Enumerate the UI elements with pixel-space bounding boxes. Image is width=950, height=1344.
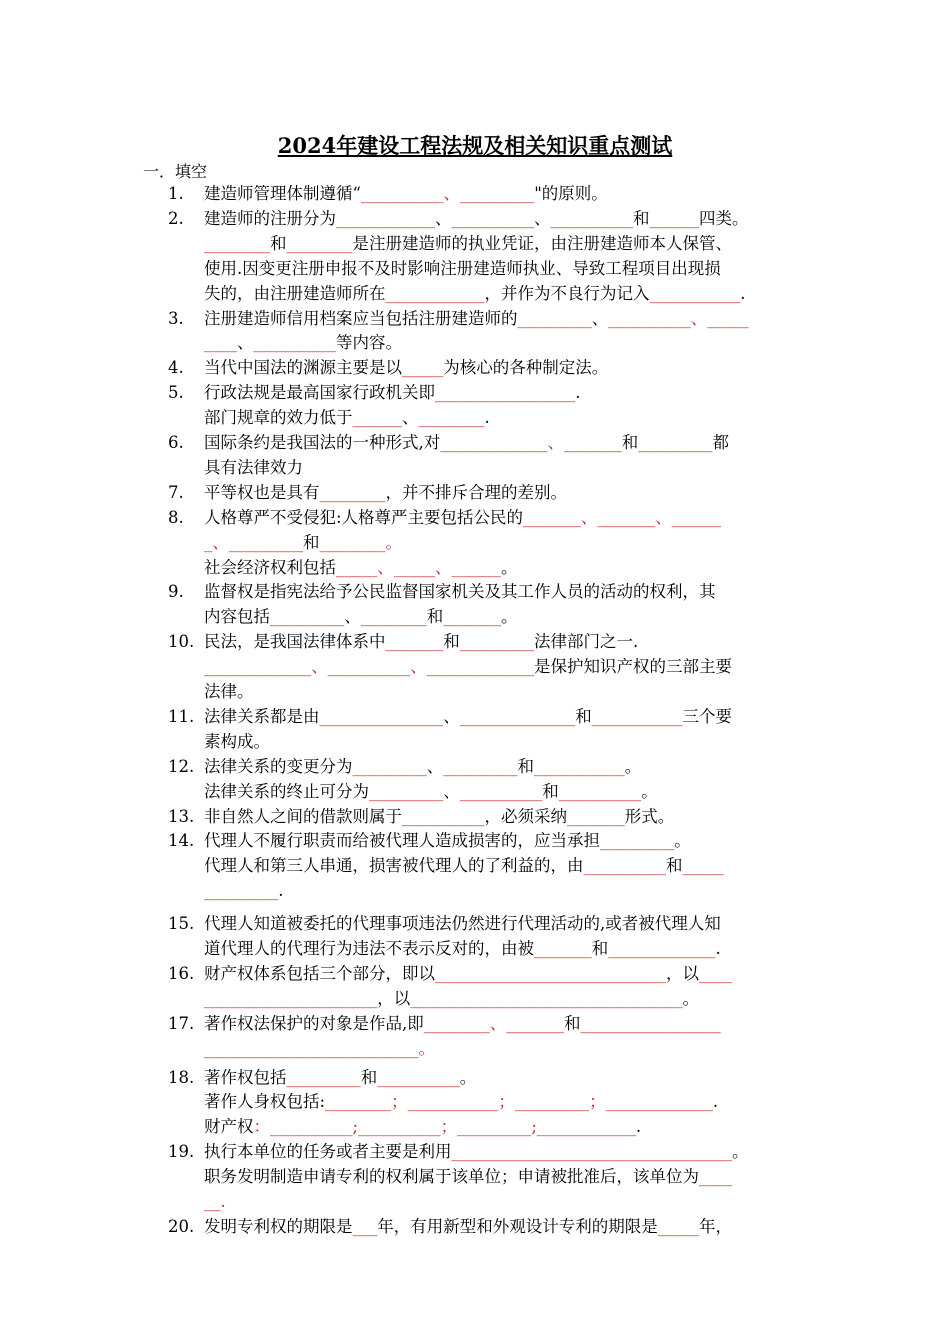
answer-blank[interactable]: ____	[204, 333, 237, 353]
question-text: 、	[534, 208, 551, 228]
question-text: 、	[443, 706, 460, 726]
question-number: 15.	[168, 914, 195, 934]
question-text: 著作权法保护的对象是作品,即	[204, 1013, 424, 1033]
question-line	[204, 481, 567, 505]
answer-blank[interactable]: ______________	[459, 706, 576, 726]
question-line	[204, 755, 641, 779]
question-line	[204, 854, 724, 878]
question-text: 代理人不履行职责而给被代理人造成损害的，应当承担	[204, 831, 600, 851]
question-text: 当代中国法的渊源主要是以	[204, 358, 402, 378]
answer-blank[interactable]: 、	[377, 557, 394, 577]
question-text: 和	[303, 532, 320, 552]
question-text: 。	[501, 557, 518, 577]
question-text: 年，有用新型和外观设计专利的期限是	[377, 1216, 658, 1236]
question-number: 3.	[168, 308, 184, 328]
answer-blank[interactable]: _______	[385, 632, 444, 652]
answer-blank[interactable]: _______	[443, 607, 501, 627]
answer-blank[interactable]: __________	[358, 1117, 441, 1137]
question-number: 2.	[168, 208, 184, 228]
question-line	[204, 506, 721, 530]
answer-blank[interactable]: _________	[517, 308, 592, 328]
answer-blank[interactable]: ______	[649, 208, 699, 228]
question-text: 和	[621, 433, 639, 452]
question-text: 法律关系的终止可分为	[204, 781, 369, 801]
answer-blank[interactable]: ______	[671, 507, 722, 527]
question-text: 法律关系的变更分为	[204, 756, 353, 776]
answer-blank[interactable]: _______	[567, 806, 625, 826]
answer-blank[interactable]: _________	[459, 184, 535, 203]
question-text: 著作权包括	[204, 1067, 287, 1087]
question-text: .	[484, 408, 490, 428]
answer-blank[interactable]: _________________	[580, 1013, 721, 1033]
question-line	[204, 1012, 721, 1036]
answer-blank[interactable]: __________	[270, 1117, 353, 1137]
question-line	[204, 829, 691, 853]
question-text: 代理人知道被委托的代理事项违法仍然进行代理活动的,或者被代理人知	[204, 914, 721, 934]
answer-blank[interactable]: _______	[534, 939, 592, 958]
answer-blank[interactable]: _____________	[608, 939, 716, 958]
answer-blank[interactable]: ____________	[385, 283, 485, 303]
answer-blank[interactable]: _____________	[426, 657, 534, 677]
answer-blank[interactable]: ;	[531, 1117, 537, 1137]
question-text: 使用.因变更注册申报不及时影响注册建造师执业、导致工程项目出现损	[204, 258, 721, 278]
question-line	[204, 879, 284, 903]
question-text: .	[715, 939, 721, 958]
question-text: 、	[402, 408, 419, 428]
question-text: .	[635, 1117, 642, 1137]
question-number: 11.	[168, 706, 195, 726]
question-line	[204, 630, 638, 654]
question-line	[204, 1066, 476, 1090]
answer-blank[interactable]: __________________________________	[451, 1142, 732, 1162]
answer-blank[interactable]: ___________	[649, 283, 741, 303]
question-line	[204, 307, 749, 331]
answer-blank[interactable]: _______________	[319, 706, 444, 726]
question-text: .	[712, 1092, 719, 1112]
answer-blank[interactable]: _________	[457, 1117, 532, 1137]
question-line	[204, 780, 658, 804]
answer-blank[interactable]: __________	[459, 781, 543, 801]
question-text: 。	[682, 988, 699, 1008]
question-text: 、	[443, 781, 460, 801]
question-text: 和	[443, 632, 460, 652]
answer-blank[interactable]: ：	[253, 1117, 270, 1137]
question-line	[204, 381, 581, 405]
question-text: 平等权也是具有	[204, 482, 320, 502]
question-text: 道代理人的代理行为违法不表示反对的，由被	[204, 939, 534, 958]
question-text: ，并不排斥合理的差别。	[385, 482, 567, 502]
question-text: 执行本单位的任务或者主要是利用	[204, 1142, 452, 1162]
answer-blank[interactable]: __	[204, 1192, 221, 1211]
question-number: 13.	[168, 806, 195, 826]
answer-blank[interactable]: 、	[443, 184, 460, 203]
question-line	[204, 207, 749, 231]
answer-blank[interactable]: ___	[352, 1216, 378, 1236]
answer-blank[interactable]: __________	[402, 806, 485, 826]
answer-blank[interactable]: _________	[514, 1092, 590, 1112]
question-text: 和	[360, 1067, 378, 1087]
question-text: 。	[501, 607, 518, 627]
question-line	[204, 962, 732, 986]
question-text: 发明专利权的期限是	[204, 1216, 353, 1236]
question-text: 和	[575, 706, 592, 726]
answer-blank[interactable]: _________	[369, 781, 444, 801]
answer-blank[interactable]: ________	[319, 532, 386, 552]
question-line	[204, 937, 721, 961]
answer-blank[interactable]: ________	[286, 233, 353, 253]
answer-blank[interactable]: _____	[336, 557, 378, 577]
answer-blank[interactable]: 、	[212, 532, 229, 552]
question-text: 。	[732, 1142, 749, 1162]
question-line	[204, 605, 518, 629]
answer-blank[interactable]: ________	[325, 1092, 392, 1112]
answer-blank[interactable]: ___________	[534, 756, 625, 776]
question-line	[204, 1090, 718, 1114]
question-number: 17.	[168, 1013, 195, 1033]
answer-blank[interactable]: 、	[655, 507, 672, 527]
question-text: 四类。	[699, 208, 749, 228]
question-line	[204, 356, 608, 380]
answer-blank[interactable]: _____	[707, 308, 749, 328]
question-text: 社会经济权利包括	[204, 557, 336, 577]
question-text: 民法，是我国法律体系中	[204, 632, 386, 652]
question-line	[204, 331, 402, 355]
answer-blank[interactable]: _______	[523, 507, 581, 527]
question-text: 和	[564, 1013, 581, 1033]
question-text: 。	[641, 781, 658, 801]
answer-blank[interactable]: _____	[682, 856, 724, 876]
question-line	[204, 705, 732, 729]
answer-blank[interactable]: 。	[418, 1038, 435, 1058]
answer-blank[interactable]: _____	[657, 1216, 699, 1236]
question-text: 和	[633, 208, 650, 228]
question-line	[204, 1215, 732, 1239]
answer-blank[interactable]: ______	[352, 408, 402, 428]
answer-blank[interactable]: _________	[270, 607, 345, 627]
question-text: "的原则。	[534, 184, 608, 203]
question-text: ，必须采纳	[484, 806, 567, 826]
question-number: 20.	[168, 1216, 195, 1236]
answer-blank[interactable]: ___________	[591, 706, 683, 726]
answer-blank[interactable]: ；	[440, 1117, 458, 1137]
answer-blank[interactable]: ___________	[407, 1092, 499, 1112]
question-text: 监督权是指宪法给予公民监督国家机关及其工作人员的活动的权利，其	[204, 582, 716, 602]
answer-blank[interactable]: ________	[418, 408, 485, 428]
question-line	[204, 1037, 435, 1061]
question-text: 注册建造师信用档案应当包括注册建造师的	[204, 308, 518, 328]
answer-blank[interactable]: _________________________________	[410, 988, 683, 1008]
question-text: 和	[666, 856, 683, 876]
answer-blank[interactable]: 、	[489, 1013, 507, 1033]
question-text: 财产权	[204, 1117, 254, 1137]
question-line	[204, 805, 674, 829]
answer-blank[interactable]: _____________	[204, 657, 312, 677]
question-text: 是保护知识产权的三部主要	[534, 657, 732, 677]
question-text: 著作人身权包括:	[204, 1092, 326, 1112]
question-text: 。	[459, 1067, 477, 1087]
question-text: 形式。	[624, 806, 675, 826]
answer-blank[interactable]: ____________	[336, 208, 435, 228]
question-text: 为核心的各种制定法。	[443, 358, 609, 378]
question-number: 16.	[168, 963, 195, 983]
document-title: 2024年建设工程法规及相关知识重点测试	[277, 133, 673, 158]
answer-blank[interactable]: _________________	[435, 383, 576, 403]
question-text: 。	[624, 756, 642, 776]
question-text: 代理人和第三人串通，损害被代理人的了利益的，由	[204, 856, 584, 876]
answer-blank[interactable]: ________	[204, 233, 270, 253]
question-text: 法律关系都是由	[204, 706, 320, 726]
answer-blank[interactable]: __________	[451, 208, 534, 228]
question-number: 10.	[168, 632, 195, 652]
answer-blank[interactable]: 、	[435, 557, 452, 577]
question-number: 14.	[168, 831, 195, 851]
answer-blank[interactable]: 、	[410, 657, 427, 677]
answer-blank[interactable]: _________	[459, 632, 534, 652]
question-text: 内容包括	[204, 607, 270, 627]
answer-blank[interactable]: __________	[558, 781, 642, 801]
question-text: .	[740, 283, 746, 303]
answer-blank[interactable]: __________	[327, 657, 411, 677]
answer-blank[interactable]: 、	[547, 433, 564, 452]
question-text: .	[575, 383, 581, 403]
question-line	[204, 182, 608, 206]
question-text: 具有法律效力	[204, 457, 303, 477]
question-text: 是注册建造师的执业凭证，由注册建造师本人保管、	[352, 233, 732, 253]
question-text: 财产权体系包括三个部分，即以	[204, 963, 435, 983]
answer-blank[interactable]: ____	[699, 963, 732, 983]
question-line	[204, 987, 699, 1011]
question-line	[204, 431, 729, 455]
question-line	[204, 456, 303, 480]
question-text: ，以	[377, 988, 411, 1008]
question-line	[204, 232, 732, 256]
question-number: 6.	[168, 433, 184, 452]
question-text: 法律。	[204, 682, 254, 701]
question-text: 法律部门之一.	[534, 632, 639, 652]
answer-blank[interactable]: 、	[580, 507, 598, 527]
question-line	[204, 531, 402, 555]
answer-blank[interactable]: 、	[690, 308, 708, 328]
question-text: .	[278, 881, 284, 901]
answer-blank[interactable]: _________	[443, 756, 518, 776]
answer-blank[interactable]: _______	[506, 1013, 564, 1033]
question-text: 和	[426, 607, 444, 627]
question-text: 、	[237, 333, 254, 353]
answer-blank[interactable]: ；	[391, 1092, 408, 1112]
answer-blank[interactable]: ____________________________	[435, 963, 666, 983]
question-line	[204, 580, 716, 604]
question-number: 7.	[168, 482, 184, 502]
question-line	[204, 1165, 732, 1189]
question-line	[204, 655, 732, 679]
question-line	[204, 730, 270, 754]
answer-blank[interactable]: ______	[451, 557, 501, 577]
question-number: 18.	[168, 1067, 195, 1087]
answer-blank[interactable]: _______	[564, 433, 622, 452]
question-text: 建造师管理体制遵循“	[204, 184, 361, 203]
question-text: 、	[591, 308, 609, 328]
answer-blank[interactable]: _________	[600, 831, 675, 851]
question-text: 职务发明制造申请专利的权利属于该单位；申请被批准后，该单位为	[204, 1167, 699, 1187]
question-line	[204, 1140, 749, 1164]
question-text: 建造师的注册分为	[204, 208, 336, 228]
answer-blank[interactable]: _______	[597, 507, 656, 527]
question-text: 行政法规是最高国家行政机关即	[204, 383, 435, 403]
answer-blank[interactable]: __________	[360, 184, 444, 203]
answer-blank[interactable]: _	[204, 532, 213, 552]
answer-blank[interactable]: ________	[360, 607, 427, 627]
question-number: 19.	[168, 1142, 195, 1162]
answer-blank[interactable]: _____	[402, 358, 444, 378]
answer-blank[interactable]: ________	[319, 482, 386, 502]
question-text: 部门规章的效力低于	[204, 408, 353, 428]
answer-blank[interactable]: _________	[286, 1067, 361, 1087]
answer-blank[interactable]: __________	[377, 1067, 460, 1087]
answer-blank[interactable]: _________	[204, 881, 279, 901]
question-number: 9.	[168, 582, 184, 602]
question-line	[204, 282, 746, 306]
question-text: 等内容。	[336, 333, 402, 353]
answer-blank[interactable]: _________	[352, 756, 427, 776]
question-text: 国际条约是我国法的一种形式,对	[204, 433, 441, 452]
question-number: 5.	[168, 383, 184, 403]
question-text: 年，	[699, 1216, 732, 1236]
answer-blank[interactable]: 、	[311, 657, 328, 677]
question-text: 都	[712, 433, 729, 452]
question-text: 和	[591, 939, 609, 958]
question-text: 和	[517, 756, 534, 776]
question-line	[204, 406, 490, 430]
answer-blank[interactable]: .	[220, 1192, 226, 1211]
question-line	[204, 1115, 641, 1139]
answer-blank[interactable]: ；	[589, 1092, 606, 1112]
question-line	[204, 556, 518, 580]
question-text: 人格尊严不受侵犯:人格尊严主要包括公民的	[204, 507, 524, 527]
answer-blank[interactable]: __________	[253, 333, 336, 353]
question-text: 、	[435, 208, 452, 228]
question-text: ，并作为不良行为记入	[484, 283, 650, 303]
question-line	[204, 257, 721, 281]
answer-blank[interactable]: _________	[228, 532, 303, 552]
question-line	[204, 1190, 226, 1214]
answer-blank[interactable]: __________	[583, 856, 666, 876]
question-text: 素构成。	[204, 731, 270, 751]
question-text: ，以	[666, 963, 699, 983]
question-number: 12.	[168, 756, 195, 776]
answer-blank[interactable]: ；	[498, 1092, 515, 1112]
answer-blank[interactable]: _____________	[440, 433, 548, 452]
question-number: 1.	[168, 184, 184, 203]
answer-blank[interactable]: _____	[393, 557, 435, 577]
question-number: 4.	[168, 358, 184, 378]
section-heading: 一．填空	[143, 162, 208, 181]
question-text: 失的，由注册建造师所在	[204, 283, 386, 303]
question-number: 8.	[168, 507, 184, 527]
question-text: 三个要	[682, 706, 732, 726]
question-line	[204, 680, 254, 704]
question-line	[204, 912, 721, 936]
question-text: 和	[270, 233, 287, 253]
answer-blank[interactable]: ;	[352, 1117, 359, 1137]
question-text: 、	[344, 607, 361, 627]
answer-blank[interactable]: __________________________	[204, 1038, 419, 1058]
answer-blank[interactable]: __________	[550, 208, 633, 228]
answer-blank[interactable]: 。	[385, 532, 402, 552]
answer-blank[interactable]: __________	[608, 308, 691, 328]
answer-blank[interactable]: _________	[638, 433, 713, 452]
answer-blank[interactable]: _____________	[605, 1092, 713, 1112]
question-text: 、	[426, 756, 444, 776]
question-text: 非自然人之间的借款则属于	[204, 806, 402, 826]
answer-blank[interactable]: ____________	[536, 1117, 636, 1137]
question-text: 和	[542, 781, 559, 801]
answer-blank[interactable]: ____	[699, 1167, 732, 1187]
answer-blank[interactable]: _____________________	[204, 988, 378, 1008]
question-text: 。	[674, 831, 691, 851]
answer-blank[interactable]: ________	[423, 1013, 490, 1033]
